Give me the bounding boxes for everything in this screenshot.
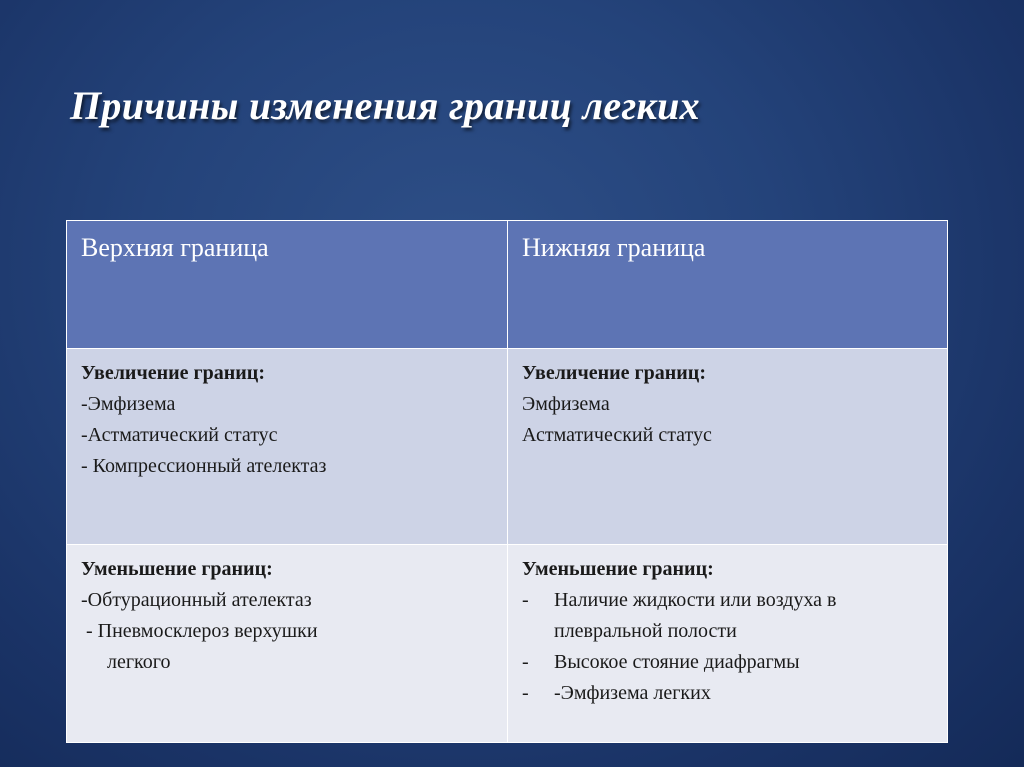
table-header-row [67,221,948,349]
cell-heading: Уменьшение границ: [81,558,273,580]
list-item [522,678,937,709]
dash-marker: - [522,682,529,704]
header-upper-border: Верхняя граница [67,221,508,349]
list-item [522,585,937,647]
cell-lower-increase [508,349,948,545]
cell-heading: Увеличение границ: [81,362,265,384]
list-item [522,647,937,678]
list-item-text: -Эмфизема легких [554,682,711,704]
cell-line: - Пневмосклероз верхушки [81,620,318,642]
list-item-text: Наличие жидкости или воздуха в плевральной полости [554,589,837,642]
dash-marker: - [522,589,529,611]
dash-list [522,585,937,709]
table-row-decrease [67,545,948,743]
cell-line: Астматический статус [522,424,712,446]
cell-line: -Обтурационный ателектаз [81,589,312,611]
cell-heading: Уменьшение границ: [522,558,714,580]
cell-line: -Астматический статус [81,424,278,446]
cell-line: легкого [107,651,171,673]
table-row-increase [67,349,948,545]
cell-heading: Увеличение границ: [522,362,706,384]
cell-upper-decrease [67,545,508,743]
dash-marker: - [522,651,529,673]
borders-comparison-table [66,220,948,743]
cell-line: -Эмфизема [81,393,176,415]
list-item-text: Высокое стояние диафрагмы [554,651,800,673]
cell-lower-decrease [508,545,948,743]
slide-title: Причины изменения границ легких [70,83,700,128]
cell-line: - Компрессионный ателектаз [81,455,327,477]
cell-line: Эмфизема [522,393,610,415]
header-lower-border: Нижняя граница [508,221,948,349]
cell-upper-increase [67,349,508,545]
